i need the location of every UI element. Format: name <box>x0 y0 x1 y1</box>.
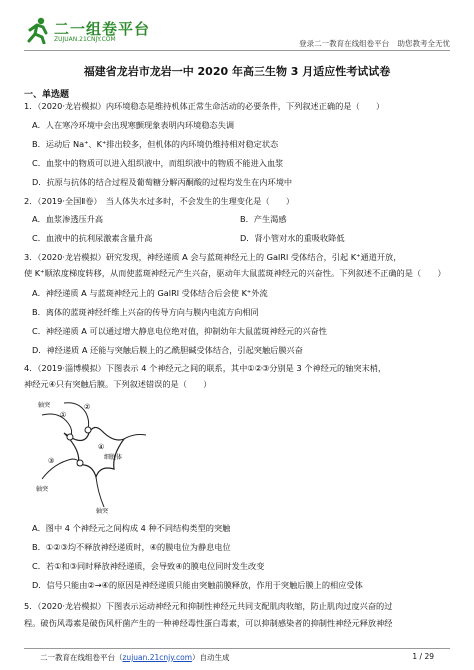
question-4-option-b: B．①②③均不释放神经递质时，④的膜电位为静息电位 <box>32 542 231 552</box>
figure-label-2: ② <box>84 403 91 411</box>
question-3-stem-line2: 使 K⁺顺浓度梯度转移，从而使蓝斑神经元产生兴奋，驱动年大鼠蓝斑神经元的兴奋性。下列叙述不正确的是（ ） <box>24 268 446 278</box>
footer-link[interactable]: zujuan.21cnjy.com <box>122 653 193 662</box>
question-3-stem-line1: 3．（2020·龙岩模拟）研究发现，神经递质 A 会与蓝斑神经元上的 GalRl 受体结合，引起 K⁺通道开放， <box>24 252 402 262</box>
question-3-option-d: D．神经递质 A 还能与突触后膜上的乙酰胆碱受体结合，引起突触后膜兴奋 <box>32 345 303 355</box>
question-4-stem-line2: 神经元④只有突触后膜。下列叙述错误的是（ ） <box>24 379 212 389</box>
logo-text: 二一组卷平台 <box>54 20 151 38</box>
question-1-option-d: D．抗原与抗体的结合过程及葡萄糖分解丙酮酸的过程均发生在内环境中 <box>32 177 293 187</box>
logo-subtext: ZUJUAN.21CNJY.COM <box>54 36 116 43</box>
question-2-option-c: C．血液中的抗利尿激素含量升高 <box>32 233 153 243</box>
figure-label-axon-a: 轴突 <box>38 402 51 409</box>
footer-divider <box>24 648 450 649</box>
figure-label-axon-b: 轴突 <box>36 486 49 493</box>
login-link[interactable]: 登录二一教育在线组卷平台 <box>299 39 390 48</box>
question-4-option-a: A．图中 4 个神经元之间构成 4 种不同结构类型的突触 <box>32 523 231 533</box>
site-logo[interactable] <box>24 16 174 46</box>
runner-logo-icon <box>24 16 52 44</box>
page-number: 1 / 29 <box>412 652 434 661</box>
question-1-option-a: A．人在寒冷环境中会出现寒颤现象表明内环境稳态失调 <box>32 120 235 130</box>
question-3-option-b: B．离体的蓝斑神经纤维上兴奋的传导方向与膜内电流方向相同 <box>32 307 259 317</box>
question-5-stem-line1: 5．（2020·龙岩模拟）下图表示运动神经元和抑制性神经元共同支配肌肉收缩，防止肌肉过度兴奋的过 <box>24 601 393 611</box>
question-5-stem-line2: 程。破伤风毒素是破伤风杆菌产生的一种神经毒性蛋白毒素，可以抑制感染者的抑制性神经元释放神经 <box>24 618 393 628</box>
figure-label-axon-c: 轴突 <box>96 508 109 515</box>
figure-label-4: ④ <box>98 443 105 451</box>
question-1-option-b: B．运动后 Na⁺、K⁺排出较多，但机体的内环境仍维持相对稳定状态 <box>32 139 279 149</box>
question-3-option-c: C．神经递质 A 可以通过增大静息电位绝对值，抑制幼年大鼠蓝斑神经元的兴奋性 <box>32 326 327 336</box>
question-2-option-b: B．产生渴感 <box>240 214 287 224</box>
figure-label-cell-body: 细胞体 <box>104 454 123 461</box>
section-heading: 一、单选题 <box>24 90 70 100</box>
figure-label-1: ① <box>60 411 67 419</box>
help-text: 助您教考全无忧 <box>397 39 450 48</box>
question-2-stem: 2．（2019·全国Ⅱ卷） 当人体失水过多时，不会发生的生理变化是（ ） <box>24 196 295 206</box>
question-4-option-c: C．若①和③同时释放神经递质，会导致④的膜电位同时发生改变 <box>32 561 265 571</box>
question-1-stem: 1．（2020·龙岩模拟）内环境稳态是维持机体正常生命活动的必要条件，下列叙述正确的是（ ） <box>24 101 385 111</box>
header-divider <box>24 50 450 51</box>
footer-left: 二一教育在线组卷平台（ <box>40 653 123 662</box>
footer-right: ）自动生成 <box>192 653 230 662</box>
figure-label-3: ③ <box>48 457 55 465</box>
question-4-option-d: D．信号只能由②→④的原因是神经递质只能由突触前膜释放，作用于突触后膜上的相应受体 <box>32 580 363 590</box>
page-title: 福建省龙岩市龙岩一中 2020 年高三生物 3 月适应性考试试卷 <box>83 65 391 78</box>
question-1-option-c: C．血浆中的物质可以进入组织液中，而组织液中的物质不能进入血浆 <box>32 158 284 168</box>
question-2-option-d: D．肾小管对水的重吸收降低 <box>240 233 345 243</box>
footer-credit <box>40 652 230 663</box>
question-4-stem-line1: 4．（2019·淄博模拟）下图表示 4 个神经元之间的联系，其中①②③分别是 3 个神经元的轴突末梢， <box>24 363 387 373</box>
neuron-diagram <box>34 393 154 515</box>
header-links <box>293 38 450 49</box>
question-2-option-a: A．血浆渗透压升高 <box>32 214 104 224</box>
question-3-option-a: A．神经递质 A 与蓝斑神经元上的 GalRl 受体结合后会使 K⁺外流 <box>32 288 268 298</box>
